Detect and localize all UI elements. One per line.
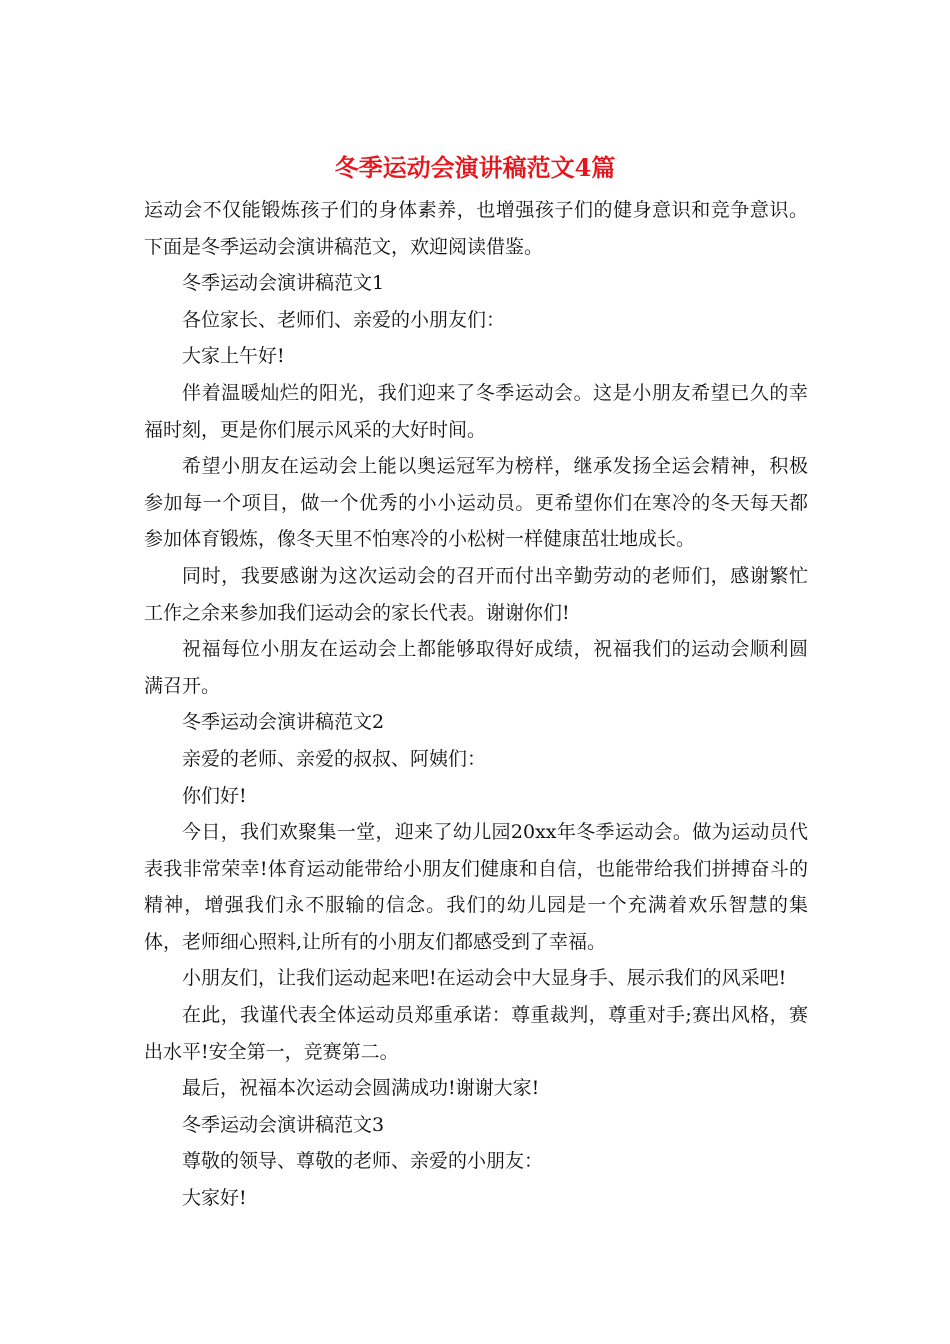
intro-paragraph: 运动会不仅能锻炼孩子们的身体素养，也增强孩子们的健身意识和竞争意识。下面是冬季运动会演讲稿范文，欢迎阅读借鉴。 [144,199,808,258]
salutation-2: 亲爱的老师、亲爱的叔叔、阿姨们： [182,747,487,770]
greeting-2: 你们好! [182,784,247,807]
document-title: 冬季运动会演讲稿范文4篇 [334,153,616,182]
salutation-1: 各位家长、老师们、亲爱的小朋友们： [182,308,506,331]
body-paragraph: 同时，我要感谢为这次运动会的召开而付出辛勤劳动的老师们，感谢繁忙工作之余来参加我们运动会的家长代表。谢谢你们! [144,564,808,624]
body-paragraph: 最后，祝福本次运动会圆满成功!谢谢大家! [182,1077,540,1100]
section-heading-2: 冬季运动会演讲稿范文2 [182,711,385,734]
section-heading-3: 冬季运动会演讲稿范文3 [182,1113,385,1136]
greeting-3: 大家好! [182,1187,247,1210]
body-paragraph: 祝福每位小朋友在运动会上都能够取得好成绩，祝福我们的运动会顺利圆满召开。 [144,638,808,697]
section-heading-1: 冬季运动会演讲稿范文1 [182,272,385,295]
body-paragraph: 希望小朋友在运动会上能以奥运冠军为榜样，继承发扬全运会精神，积极参加每一个项目，做一个优秀的小小运动员。更希望你们在寒冷的冬天每天都参加体育锻炼，像冬天里不怕寒冷的小松树一样健康茁壮地成长。 [144,455,808,551]
salutation-3: 尊敬的领导、尊敬的老师、亲爱的小朋友： [182,1150,544,1173]
body-paragraph: 在此，我谨代表全体运动员郑重承诺：尊重裁判，尊重对手;赛出风格，赛出水平!安全第一，竞赛第二。 [144,1004,808,1063]
body-paragraph: 小朋友们，让我们运动起来吧!在运动会中大显身手、展示我们的风采吧! [182,967,787,990]
body-paragraph: 伴着温暖灿烂的阳光，我们迎来了冬季运动会。这是小朋友希望已久的幸福时刻，更是你们展示风采的大好时间。 [144,381,808,441]
document-body [144,192,808,1217]
body-paragraph: 今日，我们欢聚集一堂，迎来了幼儿园20xx年冬季运动会。做为运动员代表我非常荣幸!体育运动能带给小朋友们健康和自信，也能带给我们拼搏奋斗的精神，增强我们永不服输的信念。我们的幼儿园是一个充满着欢乐智慧的集体，老师细心照料,让所有的小朋友们都感受到了幸福。 [144,821,808,953]
greeting-1: 大家上午好! [182,345,285,368]
